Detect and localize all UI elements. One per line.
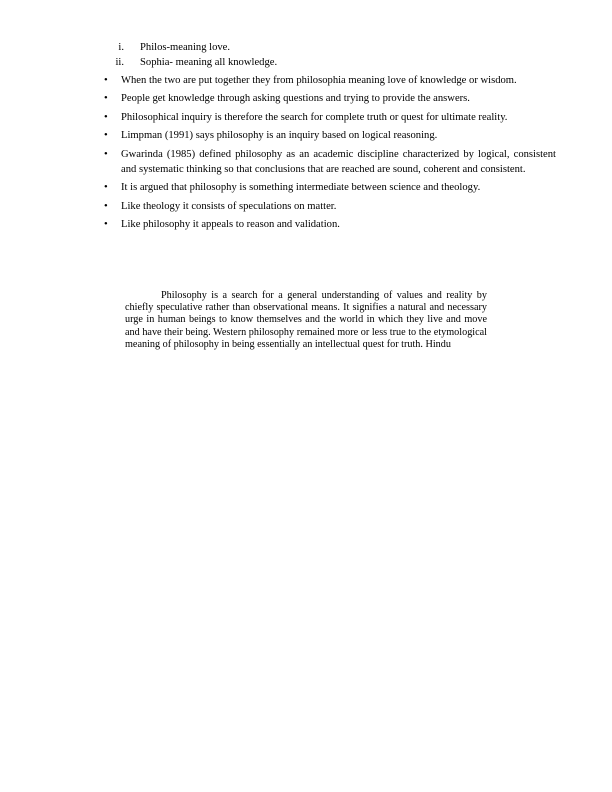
list-item-text: When the two are put together they from philosophia meaning love of knowledge or wisdom. <box>121 75 517 86</box>
list-item-text: Gwarinda (1985) defined philosophy as an academic discipline characterized by logical, consistent and systematic thinking so that conclusions that are reached are sound, coherent and consistent. <box>121 148 556 176</box>
roman-numeral-list <box>100 40 560 71</box>
list-item-text: Philos-meaning love. <box>140 42 231 53</box>
list-item <box>100 40 560 55</box>
list-item-text: Like philosophy it appeals to reason and validation. <box>121 219 340 231</box>
list-item <box>104 73 556 88</box>
list-item-text: Limpman (1991) says philosophy is an inquiry based on logical reasoning. <box>121 130 438 142</box>
list-item <box>104 217 556 232</box>
bullet-icon: • <box>104 148 108 160</box>
list-item <box>104 91 556 106</box>
bullet-icon: • <box>104 200 108 212</box>
list-item-text: Philosophical inquiry is therefore the search for complete truth or quest for ultimate reality. <box>121 111 508 123</box>
bullet-icon: • <box>104 182 108 194</box>
list-item-text: It is argued that philosophy is something intermediate between science and theology. <box>121 182 481 194</box>
list-item-text: Like theology it consists of speculations on matter. <box>121 200 337 212</box>
list-item <box>104 128 556 143</box>
list-item <box>104 147 556 178</box>
bullet-icon: • <box>104 75 108 86</box>
list-item <box>104 180 556 195</box>
bullet-list <box>104 73 556 236</box>
list-item-text: People get knowledge through asking questions and trying to provide the answers. <box>121 93 470 105</box>
bullet-icon: • <box>104 219 108 231</box>
list-item-text: Sophia- meaning all knowledge. <box>140 57 278 69</box>
list-numeral: ii. <box>115 57 124 69</box>
bullet-icon: • <box>104 93 108 105</box>
list-item <box>104 199 556 214</box>
list-numeral: i. <box>118 42 124 53</box>
list-item <box>104 110 556 125</box>
block-quote-paragraph: Philosophy is a search for a general understanding of values and reality by chiefly speculative rather than observational means. It signifies a natural and necessary urge in human beings to know themselves and the world in which they live and move and have their being. Western philosophy remained more or less true to the etymological meaning of philosophy in being essentially an intellectual quest for truth. Hindu <box>125 290 487 350</box>
list-item <box>100 55 560 70</box>
bullet-icon: • <box>104 130 108 142</box>
bullet-icon: • <box>104 111 108 123</box>
